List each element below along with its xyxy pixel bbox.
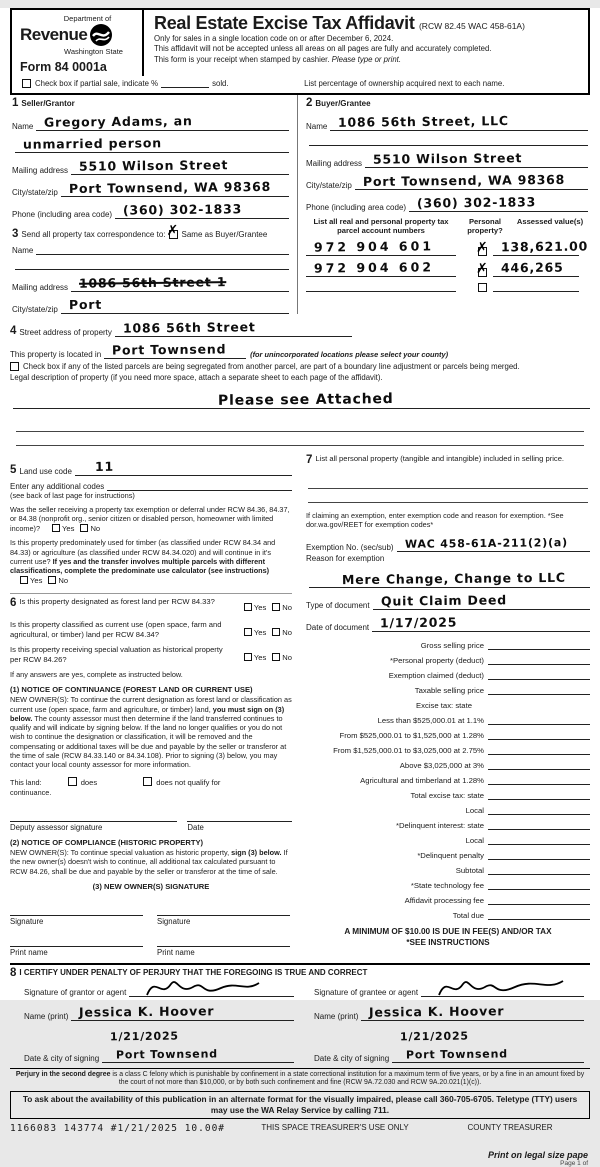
subtotal-field[interactable] [488, 864, 590, 875]
assessed-value-field[interactable] [493, 237, 589, 256]
revenue-wordmark: Revenue [20, 25, 88, 44]
deputy-date-label: Date [187, 822, 204, 832]
minimum-fee-note: A MINIMUM OF $10.00 IS DUE IN FEE(S) AND/OR TAX [344, 926, 552, 936]
local-field[interactable] [488, 804, 590, 815]
grantee-printname-value: Jessica K. Hoover [369, 1003, 505, 1020]
accessibility-notice: To ask about the availability of this publication in an alternate format for the visually impaired, please call 360-705-6705. Teletype (TTY) users may use the WA Relay Service by calling 711. [10, 1091, 590, 1119]
grantor-datecity-label: Date & city of signing [24, 1053, 100, 1063]
street-address-label: Street address of property [19, 328, 112, 337]
new-owner-printname-field-2[interactable] [157, 936, 290, 947]
agricultural-field[interactable] [488, 774, 590, 785]
personal-property-field-1[interactable] [308, 476, 588, 489]
located-in-label: This property is located in [10, 350, 102, 359]
legal-description-field[interactable] [13, 390, 590, 409]
section-5-number: 5 [10, 464, 17, 476]
treasurer-space-label: THIS SPACE TREASURER'S USE ONLY [261, 1122, 409, 1132]
answers-yes-note: If any answers are yes, complete as instructed below. [10, 669, 183, 679]
parcel-number-value: 972 904 601 [313, 238, 435, 255]
grantee-printname-field[interactable] [361, 1002, 584, 1021]
yes-checkbox[interactable] [244, 628, 252, 636]
buyer-phone-value: (360) 302-1833 [416, 194, 537, 211]
form-title: Real Estate Excise Tax Affidavit [154, 13, 415, 33]
header-note-1: Only for sales in a single location code on or after December 6, 2024. [154, 34, 394, 43]
buyer-name-label: Name [306, 122, 328, 131]
personal-property-checkbox[interactable] [476, 240, 488, 256]
parcel-row [306, 258, 588, 277]
q-forest-yn: Yes No [238, 597, 292, 615]
same-as-buyer-checkbox[interactable] [166, 222, 179, 239]
grantor-printname-label: Name (print) [24, 1011, 69, 1021]
segregated-checkbox[interactable] [10, 362, 19, 371]
gross-selling-price-field[interactable] [488, 639, 590, 650]
land-use-value: 11 [94, 458, 114, 474]
corr-city-field[interactable] [61, 295, 289, 314]
parcel-number-field[interactable] [306, 237, 456, 256]
legal-description-field-3[interactable] [16, 433, 584, 446]
deputy-assessor-signature-label: Deputy assessor signature [10, 822, 103, 832]
street-address-value: 1086 56th Street [122, 319, 256, 336]
historical-question: Is this property receiving special valuation as historical property per RCW 84.26? [10, 645, 223, 664]
corr-name-label: Name [12, 246, 34, 255]
reason-exemption-value: Mere Change, Change to LLC [341, 569, 566, 587]
tier1-field[interactable] [488, 714, 590, 725]
notice-continuance-heading: (1) NOTICE OF CONTINUANCE (FOREST LAND OR CURRENT USE) [10, 685, 253, 695]
exemption-no-label: Exemption No. (sec/sub) [306, 542, 394, 552]
delinquent-interest-state-field[interactable] [488, 819, 590, 830]
grantee-signature-field[interactable] [421, 985, 584, 997]
seller-mailing-field[interactable] [71, 156, 289, 175]
q-historical-yn: Yes No [238, 647, 292, 665]
signature-label: Signature [157, 916, 191, 926]
yes-checkbox[interactable] [244, 603, 252, 611]
grantee-signature-scribble [435, 975, 565, 999]
section-1-number: 1 [12, 97, 19, 109]
ownership-percent-note: List percentage of ownership acquired next to each name. [304, 79, 505, 88]
corr-city-label: City/state/zip [12, 305, 58, 314]
buyer-phone-label: Phone (including area code) [306, 203, 407, 212]
current-use-question: Is this property classified as current use (open space, farm and agricultural, or timber) land per RCW 84.34? [10, 620, 222, 640]
partial-sale-percent-field[interactable] [161, 87, 209, 88]
perjury-notice: Perjury in the second degree is a class C felony which is punishable by confinement in a state correctional institution for a maximum term of five years, or by a fine in an amount fixed by the court of not more than $10,000, or by both such confinement and fine (RCW 9A.72.030 and RCW 9A.20.021(1)(c)). [10, 1068, 590, 1089]
seller-grantor-section [10, 95, 298, 314]
buyer-mailing-label: Mailing address [306, 159, 363, 168]
deputy-date-field[interactable] [187, 811, 292, 822]
print-name-label: Print name [10, 947, 48, 957]
grantor-signature-field[interactable] [129, 985, 294, 997]
header-note-2: This affidavit will not be accepted unless all areas on all pages are fully and accurately completed. [154, 44, 492, 54]
located-in-value: Port Townsend [112, 341, 227, 358]
date-of-document-field[interactable] [372, 613, 590, 632]
corr-mailing-field[interactable] [71, 273, 289, 292]
parcel-number-field[interactable] [306, 258, 456, 277]
tax-label: Gross selling price [420, 640, 484, 650]
tier3-field[interactable] [488, 744, 590, 755]
cashier-stamp: 1166083 143774 #1/21/2025 10.00# [10, 1122, 226, 1134]
excise-tax-state-heading: Excise tax: state [416, 700, 472, 710]
section-6-number: 6 [10, 597, 17, 610]
parcel-number-value: 972 904 602 [313, 259, 435, 276]
tax-label: Subtotal [455, 865, 484, 875]
seller-mailing-label: Mailing address [12, 166, 69, 175]
affidavit-processing-fee-field[interactable] [488, 894, 590, 905]
type-of-document-value: Quit Claim Deed [380, 591, 507, 609]
corr-name-field-2[interactable] [15, 258, 289, 270]
new-owners-signature-heading: (3) NEW OWNER(S) SIGNATURE [92, 881, 210, 891]
tax-label: *State technology fee [410, 880, 484, 890]
tax-label: *Delinquent penalty [417, 850, 484, 860]
parcel-col-assessed: Assessed value(s) [516, 217, 584, 226]
seller-name-value-2: unmarried person [22, 135, 163, 152]
grantee-city-value: Port Townsend [406, 1047, 509, 1062]
legal-description-field-2[interactable] [16, 419, 584, 432]
deputy-assessor-signature-field[interactable] [10, 811, 177, 822]
notice-compliance-text: NEW OWNER(S): To continue special valuation as historic property, sign (3) below. If the new owner(s) doesn't wish to continue, all additional tax calculated pursuant to RCW 84.26, shall be due and payable by the seller or transferor at the time of sale. [10, 847, 288, 876]
grantee-datecity-label: Date & city of signing [314, 1053, 390, 1063]
segregated-label: Check box if any of the listed parcels are being segregated from another parcel, are part of a boundary line adjustment or parcels being merged. [23, 362, 520, 371]
seller-phone-value: (360) 302-1833 [122, 201, 243, 218]
date-of-document-label: Date of document [306, 622, 370, 632]
form-header [10, 8, 590, 95]
yes-checkbox[interactable] [20, 576, 28, 584]
no-checkbox[interactable] [48, 576, 56, 584]
tax-label: Total excise tax: state [410, 790, 484, 800]
tax-label: Agricultural and timberland at 1.28% [360, 775, 484, 785]
tax-label: Taxable selling price [414, 685, 484, 695]
section-3-number: 3 [12, 228, 19, 240]
parcel-row [306, 237, 588, 256]
section-2-title: Buyer/Grantee [315, 98, 371, 108]
q-exemption-yes: Yes No [46, 524, 100, 533]
personal-property-section [302, 454, 590, 957]
delinquent-local-field[interactable] [488, 834, 590, 845]
section-8-number: 8 [10, 966, 17, 979]
county-note: (for unincorporated locations please select your county) [250, 350, 449, 359]
assessed-value: 446,265 [500, 259, 564, 276]
grantor-datecity-field[interactable] [102, 1026, 294, 1063]
same-as-buyer-label: Same as Buyer/Grantee [181, 229, 268, 239]
grantor-city-value: Port Townsend [116, 1047, 219, 1062]
delinquent-penalty-field[interactable] [488, 849, 590, 860]
new-owner-printname-field-1[interactable] [10, 936, 143, 947]
agency-logo-block [12, 10, 144, 76]
seller-name-value: Gregory Adams, an [44, 113, 194, 130]
new-owner-signature-field-1[interactable] [10, 905, 143, 916]
total-excise-state-field[interactable] [488, 789, 590, 800]
exemption-claimed-field[interactable] [488, 669, 590, 680]
q-timber-yes: Yes No [14, 576, 68, 585]
form-title-ref: (RCW 82.45 WAC 458-61A) [418, 21, 525, 31]
tier2-field[interactable] [488, 729, 590, 740]
personal-property-intro: List all personal property (tangible and intangible) included in selling price. [315, 454, 565, 463]
taxable-selling-price-field[interactable] [488, 684, 590, 695]
grantor-printname-value: Jessica K. Hoover [79, 1003, 215, 1020]
notice-compliance-heading: (2) NOTICE OF COMPLIANCE (HISTORIC PROPERTY) [10, 837, 204, 847]
corr-mailing-label: Mailing address [12, 283, 69, 292]
additional-codes-label: Enter any additional codes [10, 482, 105, 491]
signature-label: Signature [10, 916, 44, 926]
section-7-number: 7 [306, 454, 313, 466]
seller-name-field[interactable] [36, 112, 289, 131]
tax-label: Local [465, 805, 484, 815]
tax-label: Total due [452, 910, 484, 920]
personal-property-deduct-field[interactable] [488, 654, 590, 665]
partial-sale-checkbox[interactable] [22, 79, 31, 88]
dept-of-label: Department of [63, 14, 112, 23]
section-1-title: Seller/Grantor [21, 98, 75, 108]
tier4-field[interactable] [488, 759, 590, 770]
grantor-date-value: 1/21/2025 [110, 1029, 180, 1044]
tax-label: Exemption claimed (deduct) [388, 670, 484, 680]
tax-label: *Personal property (deduct) [389, 655, 484, 665]
corr-mailing-value: 1086 56th Street 1 [78, 274, 227, 291]
affidavit-page [0, 8, 600, 1167]
additional-codes-field[interactable] [107, 479, 292, 491]
dor-logo-icon [89, 23, 113, 47]
land-qualify-row: This land: does does not qualify for continuance. [10, 777, 221, 797]
seller-phone-field[interactable] [115, 200, 289, 219]
property-address-section [10, 318, 590, 446]
assessed-value: 138,621.00 [500, 238, 589, 255]
forest-land-question: Is this property designated as forest land per RCW 84.33? [19, 597, 215, 607]
page-footer [10, 1150, 590, 1167]
tax-label: Above $3,025,000 at 3% [399, 760, 484, 770]
seller-city-label: City/state/zip [12, 188, 58, 197]
exemption-no-value: WAC 458-61A-211(2)(a) [404, 535, 568, 551]
personal-property-field-2[interactable] [308, 490, 588, 503]
new-owner-signature-field-2[interactable] [157, 905, 290, 916]
buyer-name-value: 1086 56th Street, LLC [338, 113, 510, 130]
corr-city-value: Port [68, 296, 102, 313]
timber-agriculture-question: Is this property predominately used for timber (as classified under RCW 84.34 and 84.33) or agriculture (as classified under RCW 84.34.020) and will continue in it's current use? If yes and the transfer involves multiple parcels with different classifications, complete the predominate use calculator (see instructions) Yes No [10, 538, 276, 585]
exemption-no-field[interactable] [397, 533, 590, 552]
certify-statement: I CERTIFY UNDER PENALTY OF PERJURY THAT THE FOREGOING IS TRUE AND CORRECT [19, 968, 368, 978]
page-number: Page 1 of [560, 1159, 588, 1167]
buyer-city-value: Port Townsend, WA 98368 [362, 171, 566, 190]
exemption-deferral-question: Was the seller receiving a property tax exemption or deferral under RCW 84.36, 84.37, or 84.38 (nonprofit org., senior citizen or disabled person, homeowner with limited income)? Yes No [10, 505, 290, 533]
section-3-title: Send all property tax correspondence to: [21, 229, 166, 239]
buyer-phone-field[interactable] [409, 193, 588, 212]
certification-section [10, 963, 590, 1063]
seller-name-field-2[interactable] [15, 134, 289, 153]
buyer-name-field-2[interactable] [309, 134, 588, 146]
personal-property-checkbox[interactable] [478, 283, 487, 292]
no-checkbox[interactable] [272, 628, 280, 636]
parcel-number-field[interactable] [306, 279, 456, 292]
county-treasurer-label: COUNTY TREASURER [467, 1122, 553, 1132]
buyer-city-label: City/state/zip [306, 181, 352, 190]
header-note-3: This form is your receipt when stamped by cashier. Please type or print. [154, 54, 402, 64]
grantor-printname-field[interactable] [71, 1002, 294, 1021]
parcel-col-numbers: List all real and personal property tax parcel account numbers [313, 217, 449, 235]
partial-sale-label: Check box if partial sale, indicate % [35, 79, 159, 88]
notice-continuance-text: NEW OWNER(S): To continue the current designation as forest land or classification as current use (open space, farm and agriculture, or timber) land, you must sign on (3) below. The county assessor must then determine if the land transferred continues to qualify and will indicate by signing below. If the land no longer qualifies or you do not wish to continue the designation or classification, it will be removed and the compensating or additional taxes will be due and payable by the seller or transferor at the time of sale (RCW 84.33.140 or 84.34.108). Prior to signing (3) below, you may contact your local county assessor for more information. [10, 695, 292, 770]
personal-property-checkbox[interactable] [476, 261, 488, 277]
tax-label: Local [465, 835, 484, 845]
same-as-buyer-checkmark: ✗ [166, 222, 179, 239]
no-checkbox[interactable] [272, 653, 280, 661]
grantor-signature-scribble [143, 975, 263, 999]
does-not-checkbox[interactable] [143, 777, 152, 786]
buyer-name-field[interactable] [330, 112, 588, 131]
buyer-grantee-section [298, 95, 590, 314]
yes-checkbox[interactable] [244, 653, 252, 661]
buyer-mailing-field[interactable] [365, 149, 588, 168]
parcel-row [306, 279, 588, 292]
corr-name-field[interactable] [36, 243, 289, 255]
section-4-number: 4 [10, 325, 17, 337]
yes-checkbox[interactable] [52, 524, 60, 532]
seller-mailing-value: 5510 Wilson Street [78, 157, 229, 174]
parcel-table-header [306, 217, 588, 235]
buyer-mailing-value: 5510 Wilson Street [372, 150, 523, 167]
grantee-printname-label: Name (print) [314, 1011, 359, 1021]
see-instructions-note: *SEE INSTRUCTIONS [406, 937, 490, 947]
parcel-col-personal: Personal property? [467, 217, 503, 235]
seller-phone-label: Phone (including area code) [12, 210, 113, 219]
seller-name-label: Name [12, 122, 34, 131]
does-checkbox[interactable] [68, 777, 77, 786]
no-checkbox[interactable] [272, 603, 280, 611]
assessed-value-field[interactable] [493, 279, 579, 292]
land-use-field[interactable] [75, 457, 292, 476]
reason-exemption-label: Reason for exemption [306, 553, 385, 563]
partial-sale-sold-label: sold. [212, 79, 229, 88]
reason-exemption-field[interactable] [309, 569, 590, 588]
tax-label: From $1,525,000.01 to $3,025,000 at 2.75% [333, 745, 484, 755]
grantee-signature-label: Signature of grantee or agent [314, 987, 419, 997]
washington-state-label: Washington State [64, 47, 123, 56]
grantee-date-value: 1/21/2025 [400, 1029, 470, 1044]
located-in-field[interactable] [104, 340, 246, 359]
tax-label: Affidavit processing fee [404, 895, 484, 905]
exemption-instructions: If claiming an exemption, enter exemption code and reason for exemption. *See dor.wa.gov/REET for exemption codes* [306, 511, 564, 530]
legal-description-label: Legal description of property (if you need more space, attach a separate sheet to each page of the affidavit). [10, 373, 383, 382]
form-number: Form 84 0001a [20, 60, 107, 74]
land-use-label: Land use code [19, 467, 72, 476]
seller-city-value: Port Townsend, WA 98368 [68, 178, 272, 197]
tax-label: Less than $525,000.01 at 1.1% [377, 715, 484, 725]
seller-city-field[interactable] [61, 178, 289, 197]
grantor-signature-label: Signature of grantor or agent [24, 987, 127, 997]
state-technology-fee-field[interactable] [488, 879, 590, 890]
street-address-field[interactable] [115, 318, 353, 337]
additional-codes-note: (see back of last page for instructions) [10, 491, 135, 500]
assessed-value-field[interactable] [493, 258, 579, 277]
land-use-section [10, 454, 302, 957]
no-checkbox[interactable] [80, 524, 88, 532]
total-due-field[interactable] [488, 909, 590, 920]
q-current-use-yn: Yes No [238, 622, 292, 640]
buyer-city-field[interactable] [355, 171, 588, 190]
type-of-document-label: Type of document [306, 600, 370, 610]
type-of-document-field[interactable] [373, 591, 590, 610]
print-legal-note: Print on legal size pape [487, 1149, 588, 1160]
section-2-number: 2 [306, 97, 313, 109]
tax-label: *Delinquent interest: state [395, 820, 484, 830]
personal-property-checkmark: ✗ [476, 240, 488, 256]
legal-description-value: Please see Attached [217, 391, 394, 409]
grantee-datecity-field[interactable] [392, 1026, 584, 1063]
personal-property-checkmark: ✗ [476, 261, 488, 277]
date-of-document-value: 1/17/2025 [380, 614, 458, 631]
print-name-label: Print name [157, 947, 195, 957]
tax-label: From $525,000.01 to $1,525,000 at 1.28% [339, 730, 484, 740]
